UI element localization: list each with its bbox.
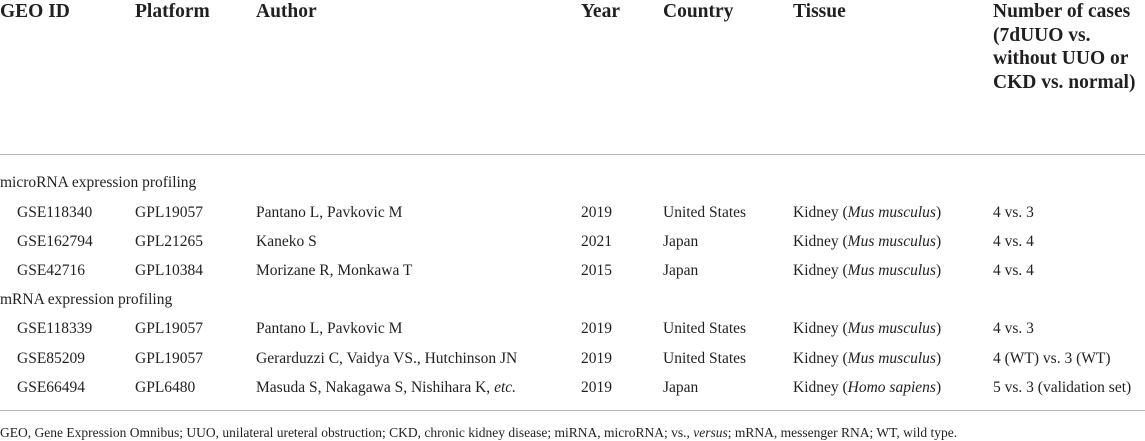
cell-geo-id: GSE118339 [17,320,93,337]
cell-country: United States [663,204,747,221]
header-year: Year [581,1,620,22]
cell-year: 2015 [581,262,612,279]
cell-geo-id: GSE85209 [17,350,86,367]
cell-geo-id: GSE118340 [17,204,93,221]
cell-platform: GPL19057 [135,204,204,221]
cell-country: United States [663,320,747,337]
cell-cases: 4 vs. 3 [993,204,1034,221]
cell-cases: 4 vs. 3 [993,320,1034,337]
cell-country: Japan [663,379,699,396]
cell-country: Japan [663,233,699,250]
cell-year: 2019 [581,379,612,396]
footer-divider [0,410,1145,411]
header-author: Author [256,1,317,22]
species-name: Mus musculus [847,350,936,367]
header-divider [0,154,1145,155]
cell-year: 2019 [581,204,612,221]
author-etc: etc. [494,379,517,396]
cell-geo-id: GSE162794 [17,233,93,250]
cell-platform: GPL19057 [135,350,204,367]
cell-tissue: Kidney (Mus musculus) [793,350,942,367]
cell-author: Pantano L, Pavkovic M [256,204,403,221]
cell-author: Pantano L, Pavkovic M [256,320,403,337]
cell-geo-id: GSE66494 [17,379,86,396]
cell-platform: GPL10384 [135,262,204,279]
cell-tissue: Kidney (Mus musculus) [793,233,942,250]
header-number-of-cases: Number of cases (7dUUO vs. without UUO or CKD vs. normal) [993,1,1136,93]
cell-tissue: Kidney (Mus musculus) [793,262,942,279]
cell-tissue: Kidney (Mus musculus) [793,320,942,337]
cell-platform: GPL19057 [135,320,204,337]
species-name: Homo sapiens [847,379,936,396]
header-tissue: Tissue [793,1,846,22]
cell-cases: 4 vs. 4 [993,262,1034,279]
cell-author: Morizane R, Monkawa T [256,262,413,279]
header-platform: Platform [135,1,210,22]
cell-author: Kaneko S [256,233,317,250]
section-title-mrna: mRNA expression profiling [0,291,173,308]
cell-year: 2019 [581,320,612,337]
cell-country: Japan [663,262,699,279]
species-name: Mus musculus [847,233,936,250]
cell-author: Masuda S, Nakagawa S, Nishihara K, etc. [256,379,517,396]
cell-tissue: Kidney (Homo sapiens) [793,379,942,396]
cell-tissue: Kidney (Mus musculus) [793,204,942,221]
cell-cases: 4 vs. 4 [993,233,1034,250]
cell-platform: GPL6480 [135,379,196,396]
cell-year: 2021 [581,233,612,250]
header-geo-id: GEO ID [0,1,70,22]
cell-cases: 4 (WT) vs. 3 (WT) [993,350,1111,367]
species-name: Mus musculus [847,262,936,279]
cell-author: Gerarduzzi C, Vaidya VS., Hutchinson JN [256,350,518,367]
species-name: Mus musculus [847,320,936,337]
cell-geo-id: GSE42716 [17,262,86,279]
section-title-microrna: microRNA expression profiling [0,174,197,191]
table-footnote: GEO, Gene Expression Omnibus; UUO, unilateral ureteral obstruction; CKD, chronic kidney disease; miRNA, microRNA; vs., versus; mRNA, messenger RNA; WT, wild type. [0,425,958,440]
species-name: Mus musculus [847,204,936,221]
cell-year: 2019 [581,350,612,367]
cell-country: United States [663,350,747,367]
header-country: Country [663,1,734,22]
cell-cases: 5 vs. 3 (validation set) [993,379,1132,396]
cell-platform: GPL21265 [135,233,204,250]
